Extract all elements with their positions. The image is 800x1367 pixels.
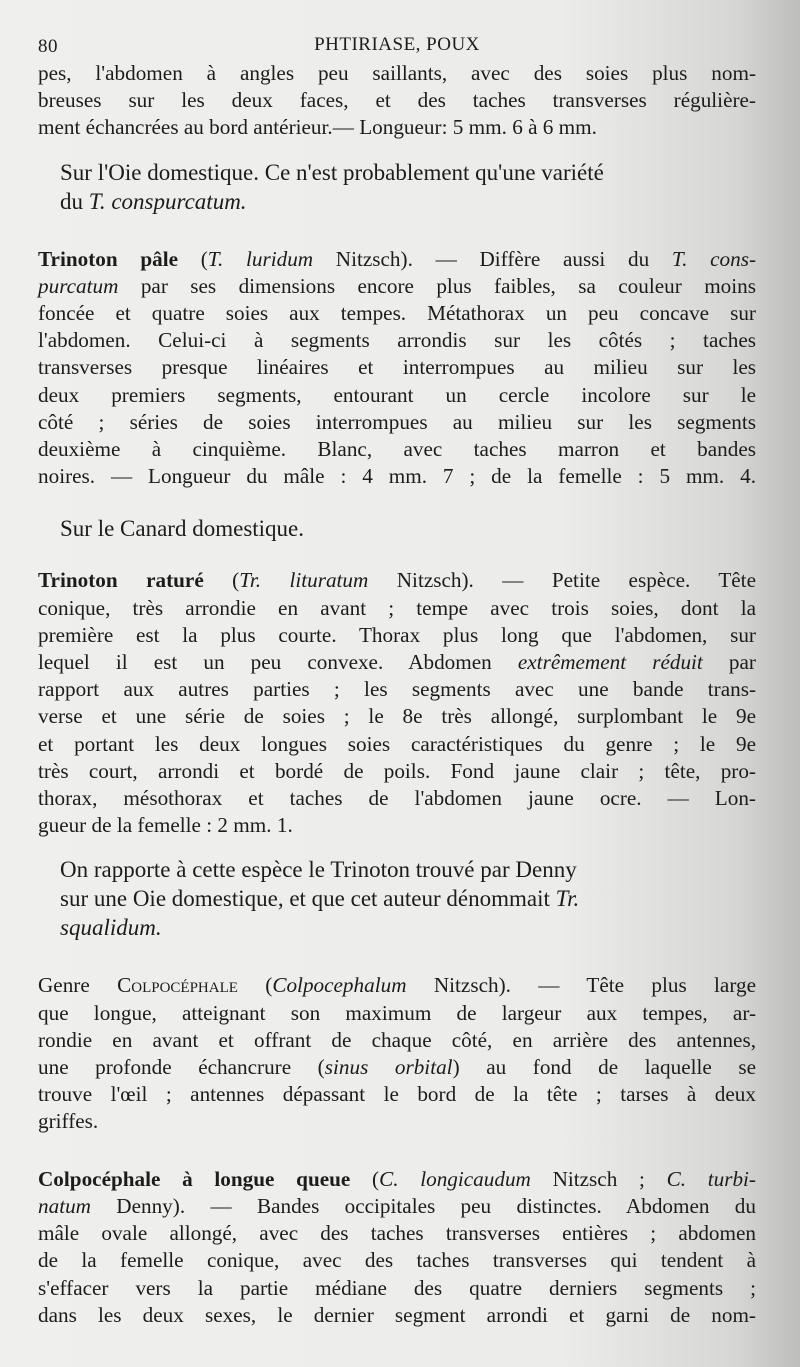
text-line: gueur de la femelle : 2 mm. 1.	[38, 813, 293, 838]
text-line: que longue, atteignant son maximum de largeur aux tempes, ar-	[38, 1000, 756, 1025]
text-line: transverses presque linéaires et interrompues au milieu sur les	[38, 355, 756, 380]
text-line: deux premiers segments, entourant un cercle incolore sur le	[38, 382, 756, 407]
habitat-note-denny	[38, 855, 756, 942]
text-line: s'effacer vers la partie médiane des quatre derniers segments ;	[38, 1275, 756, 1300]
text-line	[38, 1193, 756, 1220]
page-number: 80	[38, 36, 58, 57]
entry-trinoton-rature	[38, 567, 756, 839]
species-name: Tr.	[555, 886, 580, 912]
text-line: verse et une série de soies ; le 8e très allongé, surplombant le 9e	[38, 704, 756, 729]
text-line: breuses sur les deux faces, et des taches transverses régulière-	[38, 88, 756, 113]
genus-name: Colpocéphale	[117, 973, 238, 998]
text-run: par	[702, 650, 756, 675]
text-line: ment échancrées au bord antérieur.— Longueur: 5 mm. 6 à 6 mm.	[38, 115, 597, 140]
text-line	[38, 1166, 756, 1193]
species-name: Colpocephalum	[272, 973, 407, 998]
text-line: deuxième à cinquième. Blanc, avec taches marron et bandes	[38, 437, 756, 462]
habitat-note-duck	[38, 514, 756, 543]
text-line: conique, très arrondie en avant ; tempe avec trois soies, dont la	[38, 595, 756, 620]
emphasis: extrêmement réduit	[517, 650, 703, 675]
text-line: griffes.	[38, 1109, 99, 1134]
text-line	[38, 649, 756, 676]
text-run: sur une Oie domestique, et que cet auteur dénommait	[60, 886, 556, 912]
text-line	[38, 1054, 756, 1081]
text-line: Sur l'Oie domestique. Ce n'est probablement qu'une variété	[60, 159, 604, 185]
text-line	[38, 187, 756, 216]
species-name: T. conspurcatum.	[88, 188, 247, 214]
page-header	[38, 28, 756, 60]
text-line: trouve l'œil ; antennes dépassant le bord de la tête ; tarses à deux	[38, 1082, 756, 1107]
text-line	[38, 884, 756, 913]
text-run: Nitzsch). — Petite espèce. Tête	[368, 568, 756, 593]
text-line: foncée et quatre soies aux tempes. Métathorax un peu concave sur	[38, 301, 756, 326]
entry-colpocephale-longue-queue	[38, 1166, 756, 1329]
text-line	[38, 972, 756, 999]
entry-genus-colpocephale	[38, 972, 756, 1135]
text-line: très court, arrondi et bordé de poils. Fond jaune clair ; tête, pro-	[38, 758, 756, 783]
text-line: de la femelle conique, avec des taches transverses qui tendent à	[38, 1248, 756, 1273]
text-run: Denny). — Bandes occipitales peu distinctes. Abdomen du	[90, 1193, 756, 1218]
text-line: pes, l'abdomen à angles peu saillants, avec des soies plus nom-	[38, 61, 756, 85]
paragraph-continuation	[38, 60, 756, 142]
text-run: par ses dimensions encore plus faibles, sa couleur moins	[118, 273, 756, 298]
species-name: C. turbi-	[666, 1166, 756, 1191]
entry-title: Colpocéphale à longue queue	[38, 1166, 351, 1191]
text-run: Nitzsch). — Diffère aussi du	[313, 246, 672, 271]
text-run: (	[178, 246, 208, 271]
text-run: Nitzsch). — Tête plus large	[406, 973, 757, 998]
text-line: première est la plus courte. Thorax plus long que l'abdomen, sur	[38, 622, 756, 647]
running-title: PHTIRIASE, POUX	[314, 34, 480, 55]
text-line: et portant les deux longues soies caractéristiques du genre ; le 9e	[38, 731, 756, 756]
text-line: On rapporte à cette espèce le Trinoton trouvé par Denny	[60, 857, 577, 883]
text-line: côté ; séries de soies interrompues au milieu sur les segments	[38, 409, 756, 434]
text-line	[38, 567, 756, 594]
species-name: T. luridum	[207, 246, 314, 271]
species-name: purcatum	[38, 273, 119, 298]
emphasis: sinus orbital	[324, 1055, 453, 1080]
text-line: Sur le Canard domestique.	[60, 516, 305, 542]
text-run: (	[203, 568, 240, 593]
text-line: mâle ovale allongé, avec des taches transverses entières ; abdomen	[38, 1221, 756, 1246]
text-line: thorax, mésothorax et taches de l'abdomen jaune ocre. — Lon-	[38, 786, 756, 811]
text-run: (	[237, 973, 273, 998]
entry-trinoton-pale	[38, 246, 756, 491]
text-run: ) au fond de laquelle se	[452, 1055, 756, 1080]
text-run: lequel il est un peu convexe. Abdomen	[38, 650, 518, 675]
entry-title: Trinoton raturé	[38, 568, 204, 593]
text-line	[38, 273, 756, 300]
text-run: Genre	[38, 973, 118, 998]
text-line: dans les deux sexes, le dernier segment arrondi et garni de nom-	[38, 1302, 756, 1327]
text-line: rapport aux autres parties ; les segments avec une bande trans-	[38, 677, 756, 702]
species-name: squalidum.	[60, 915, 162, 941]
habitat-note-goose	[38, 158, 756, 216]
species-name: C. longicaudum	[379, 1166, 531, 1191]
text-run: Nitzsch ;	[530, 1166, 667, 1191]
species-name: Tr. lituratum	[239, 568, 369, 593]
text-run: (	[350, 1166, 380, 1191]
text-run: une profonde échancrure (	[38, 1055, 325, 1080]
text-line: l'abdomen. Celui-ci à segments arrondis sur les côtés ; taches	[38, 328, 756, 353]
species-name: T. cons-	[671, 246, 757, 271]
text-line: rondie en avant et offrant de chaque côté, en arrière des antennes,	[38, 1027, 756, 1052]
text-line: noires. — Longueur du mâle : 4 mm. 7 ; de la femelle : 5 mm. 4.	[38, 464, 756, 489]
species-name: natum	[38, 1193, 91, 1218]
text-line	[38, 246, 756, 273]
text-run: du	[60, 188, 89, 214]
entry-title: Trinoton pâle	[38, 246, 179, 271]
